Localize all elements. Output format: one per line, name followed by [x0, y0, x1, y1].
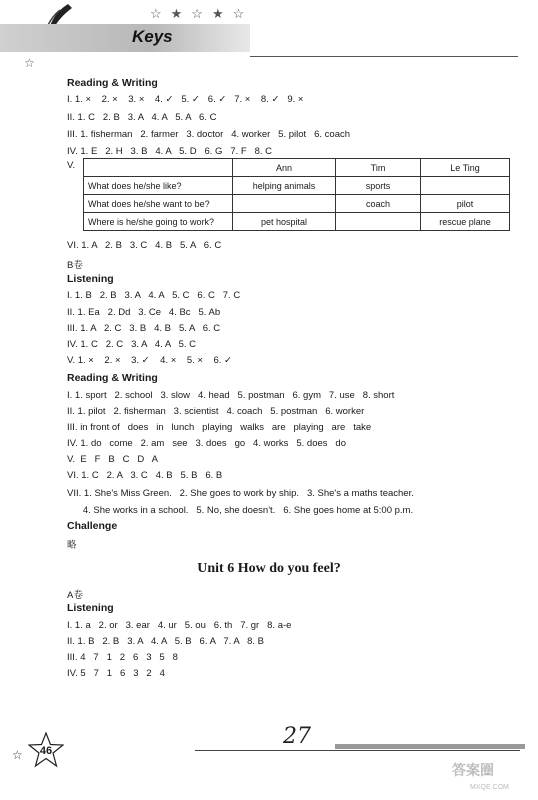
answer-line-label: V.	[67, 160, 76, 171]
table-cell: What does he/she like?	[84, 177, 233, 195]
watermark-url: MXQE.COM	[470, 784, 509, 791]
answer-line: II. 1. Ea 2. Dd 3. Ce 4. Bc 5. Ab	[67, 307, 221, 318]
table-cell: sports	[336, 177, 421, 195]
answer-line: III. 4 7 1 2 6 3 5 8	[67, 652, 178, 663]
table-row	[84, 177, 510, 195]
answer-line: IV. 5 7 1 6 3 2 4	[67, 668, 165, 679]
answer-line: 略	[67, 540, 77, 551]
table-row	[84, 213, 510, 231]
table-header-row	[84, 159, 510, 177]
answer-line: II. 1. pilot 2. fisherman 3. scientist 4. coach 5. postman 6. worker	[67, 406, 365, 417]
answer-line: 4. She works in a school. 5. No, she doesn't. 6. She goes home at 5:00 p.m.	[67, 505, 414, 516]
answer-line: I. 1. B 2. B 3. A 4. A 5. C 6. C 7. C	[67, 290, 241, 301]
answer-line: II. 1. C 2. B 3. A 4. A 5. A 6. C	[67, 112, 217, 123]
part-label: A卷	[67, 590, 83, 601]
answer-line: IV. 1. do come 2. am see 3. does go 4. works 5. does do	[67, 438, 346, 449]
table-cell	[233, 195, 336, 213]
answer-table	[83, 158, 510, 231]
answer-line: VI. 1. A 2. B 3. C 4. B 5. A 6. C	[67, 240, 222, 251]
footer-rule	[195, 750, 520, 751]
answer-line: V. 1. × 2. × 3. ✓ 4. × 5. × 6. ✓	[67, 355, 233, 366]
table-cell: Where is he/she going to work?	[84, 213, 233, 231]
table-header-cell: Ann	[233, 159, 336, 177]
table-cell: pet hospital	[233, 213, 336, 231]
answer-line: VI. 1. C 2. A 3. C 4. B 5. B 6. B	[67, 470, 223, 481]
section-heading: Challenge	[67, 520, 118, 532]
section-heading: Listening	[67, 273, 114, 285]
table-row	[84, 195, 510, 213]
table-cell: pilot	[421, 195, 510, 213]
section-heading: Reading & Writing	[67, 77, 158, 89]
table-cell	[336, 213, 421, 231]
answer-line: VII. 1. She's Miss Green. 2. She goes to work by ship. 3. She's a maths teacher.	[67, 488, 414, 499]
table-header-cell: Tim	[336, 159, 421, 177]
answer-line: V. E F B C D A	[67, 454, 158, 465]
table-cell	[84, 159, 233, 177]
section-heading: Listening	[67, 602, 114, 614]
page-title: Keys	[132, 27, 173, 46]
table-header-cell: Le Ting	[421, 159, 510, 177]
answer-line: I. 1. sport 2. school 3. slow 4. head 5. postman 6. gym 7. use 8. short	[67, 390, 395, 401]
part-label: B卷	[67, 260, 83, 271]
star-icon: ☆	[12, 748, 23, 762]
table-cell: rescue plane	[421, 213, 510, 231]
table-cell	[421, 177, 510, 195]
table-cell: helping animals	[233, 177, 336, 195]
star-icon: ☆	[24, 56, 35, 70]
answer-line: III. in front of does in lunch playing walks are playing are take	[67, 422, 372, 433]
header-rule	[250, 56, 518, 57]
answer-line: III. 1. A 2. C 3. B 4. B 5. A 6. C	[67, 323, 221, 334]
decorative-stars-icon: ☆★☆★☆	[150, 6, 254, 21]
table-cell: What does he/she want to be?	[84, 195, 233, 213]
handwritten-number: 27	[283, 724, 311, 749]
answer-line: II. 1. B 2. B 3. A 4. A 5. B 6. A 7. A 8. B	[67, 636, 264, 647]
unit-title: Unit 6 How do you feel?	[197, 561, 341, 576]
watermark: 答案圈	[452, 762, 494, 778]
page-number: 46	[39, 745, 53, 757]
header-band	[0, 24, 250, 52]
footer-bar	[335, 744, 525, 749]
table-cell: coach	[336, 195, 421, 213]
section-heading: Reading & Writing	[67, 372, 158, 384]
answer-line: I. 1. a 2. or 3. ear 4. ur 5. ou 6. th 7. gr 8. a-e	[67, 620, 292, 631]
answer-line: I. 1. × 2. × 3. × 4. ✓ 5. ✓ 6. ✓ 7. × 8. ✓ 9. ×	[67, 94, 304, 105]
answer-line: IV. 1. E 2. H 3. B 4. A 5. D 6. G 7. F 8. C	[67, 146, 273, 157]
answer-line: IV. 1. C 2. C 3. A 4. A 5. C	[67, 339, 197, 350]
answer-line: III. 1. fisherman 2. farmer 3. doctor 4. worker 5. pilot 6. coach	[67, 129, 351, 140]
